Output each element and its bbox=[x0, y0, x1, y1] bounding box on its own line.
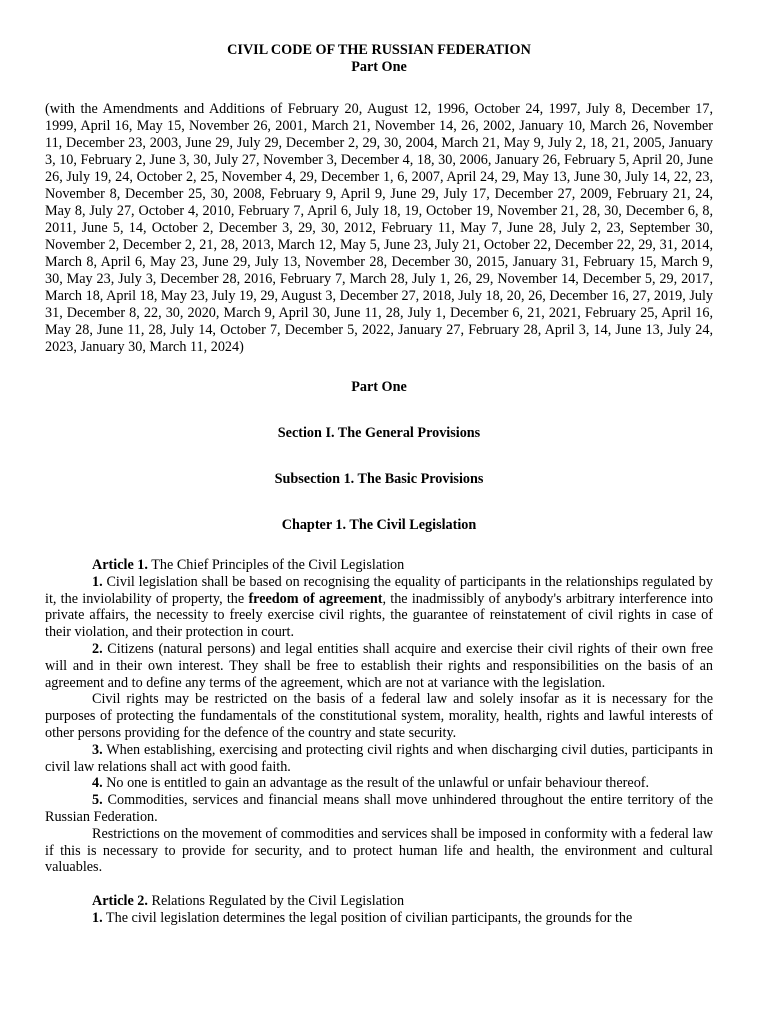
section-heading: Section I. The General Provisions bbox=[277, 425, 481, 441]
emphasis-text: freedom of agreement bbox=[248, 590, 383, 607]
part-heading: Part One bbox=[351, 379, 407, 395]
clause-text: Citizens (natural persons) and legal entities shall acquire and exercise their civil rights of their own free will and in their own interest. They shall be free to establish their rights and responsibilities on the basis of an agreement and to define any terms of the agreement, which are not at variance with the legislation. bbox=[45, 640, 713, 691]
article-1-clause-5 bbox=[45, 792, 713, 826]
clause-text: When establishing, exercising and protecting civil rights and when discharging civil duties, participants in civil law relations shall act with good faith. bbox=[45, 741, 713, 775]
subsection-heading: Subsection 1. The Basic Provisions bbox=[274, 471, 484, 487]
clause-number: 5. bbox=[92, 792, 103, 809]
article-1 bbox=[45, 557, 713, 876]
article-2-title bbox=[45, 893, 713, 910]
clause-text: , the inadmissibly of anybody's arbitrary interference into private affairs, the necessity to freely exercise civil rights, the guarantee of reinstatement of civil rights in case of their violation, and their protection in court. bbox=[45, 590, 713, 641]
clause-text: No one is entitled to gain an advantage as the result of the unlawful or unfair behaviour thereof. bbox=[102, 775, 650, 792]
clause-text: The civil legislation determines the legal position of civilian participants, the grounds for the bbox=[102, 909, 633, 926]
title-line-2: Part One bbox=[351, 59, 407, 75]
article-2-title-text: Relations Regulated by the Civil Legislation bbox=[147, 893, 405, 910]
article-1-clause-1 bbox=[45, 574, 713, 641]
article-1-clause-2-cont: Civil rights may be restricted on the basis of a federal law and solely insofar as it is necessary for the purposes of protecting the fundamentals of the constitutional system, morality, health, rights and lawful interests of other persons providing for the defence of the country and state security. bbox=[45, 691, 713, 741]
clause-text: Commodities, services and financial means shall move unhindered throughout the entire territory of the Russian Federation. bbox=[45, 792, 713, 825]
article-1-clause-2 bbox=[45, 641, 713, 691]
article-1-clause-3 bbox=[45, 742, 713, 776]
clause-number: 2. bbox=[92, 640, 103, 657]
article-2 bbox=[45, 893, 713, 927]
article-1-title-text: The Chief Principles of the Civil Legislation bbox=[147, 557, 405, 573]
article-1-clause-4 bbox=[45, 775, 713, 792]
clause-number: 1. bbox=[92, 573, 103, 590]
document-title bbox=[45, 42, 713, 76]
article-1-title bbox=[45, 557, 713, 574]
chapter-heading: Chapter 1. The Civil Legislation bbox=[281, 517, 477, 533]
clause-number: 1. bbox=[92, 909, 103, 926]
article-1-clause-5-cont: Restrictions on the movement of commodities and services shall be imposed in conformity with a federal law if this is necessary to provide for security, and to protect human life and health, the environment and cultural valuables. bbox=[45, 825, 713, 876]
article-2-clause-1 bbox=[45, 910, 713, 927]
clause-number: 4. bbox=[92, 775, 103, 792]
clause-text: Civil legislation shall be based on recognising the equality of participants in the relationships regulated by it, the inviolability of property, the bbox=[45, 573, 713, 607]
article-1-label: Article 1. bbox=[92, 557, 148, 573]
title-line-1: CIVIL CODE OF THE RUSSIAN FEDERATION bbox=[227, 42, 531, 58]
amendments-paragraph: (with the Amendments and Additions of February 20, August 12, 1996, October 24, 1997, July 8, December 17, 1999, April 16, May 15, November 26, 2001, March 21, November 14, 26, 2002, January 10, March 26, November 11, December 23, 2003, June 29, July 29, December 2, 29, 30, 2004, March 21, May 9, July 2, 18, 21, 2005, January 3, 10, February 2, June 3, 30, July 27, November 3, December 4, 18, 30, 2006, January 26, February 5, April 20, June 26, July 19, 24, October 2, 25, November 4, 29, December 1, 6, 2007, April 24, 29, May 13, June 30, July 14, 22, 23, November 8, December 25, 30, 2008, February 9, April 9, June 29, July 17, December 27, 2009, February 21, 24, May 8, July 27, October 4, 2010, February 7, April 6, July 18, 19, October 19, November 21, 28, 30, December 6, 8, 2011, June 5, 14, October 2, December 3, 29, 30, 2012, February 11, May 7, June 28, July 2, 23, September 30, November 2, December 2, 21, 28, 2013, March 12, May 5, June 23, July 21, October 22, December 22, 29, 31, 2014, March 8, April 6, May 23, June 29, July 13, November 28, December 30, 2015, January 31, February 15, March 9, 30, May 23, July 3, December 28, 2016, February 7, March 28, July 1, 26, 29, November 14, December 5, 29, 2017, March 18, April 18, May 23, July 19, 29, August 3, December 27, 2018, July 18, 20, 26, December 16, 27, 2019, July 31, December 8, 22, 30, 2020, March 9, April 30, June 11, 28, July 1, December 6, 21, 2021, February 25, April 16, May 28, June 11, 28, July 14, October 7, December 5, 2022, January 27, February 28, April 3, 14, June 13, July 24, 2023, January 30, March 11, 2024) bbox=[45, 101, 713, 355]
clause-number: 3. bbox=[92, 741, 103, 758]
article-2-label: Article 2. bbox=[92, 893, 148, 910]
